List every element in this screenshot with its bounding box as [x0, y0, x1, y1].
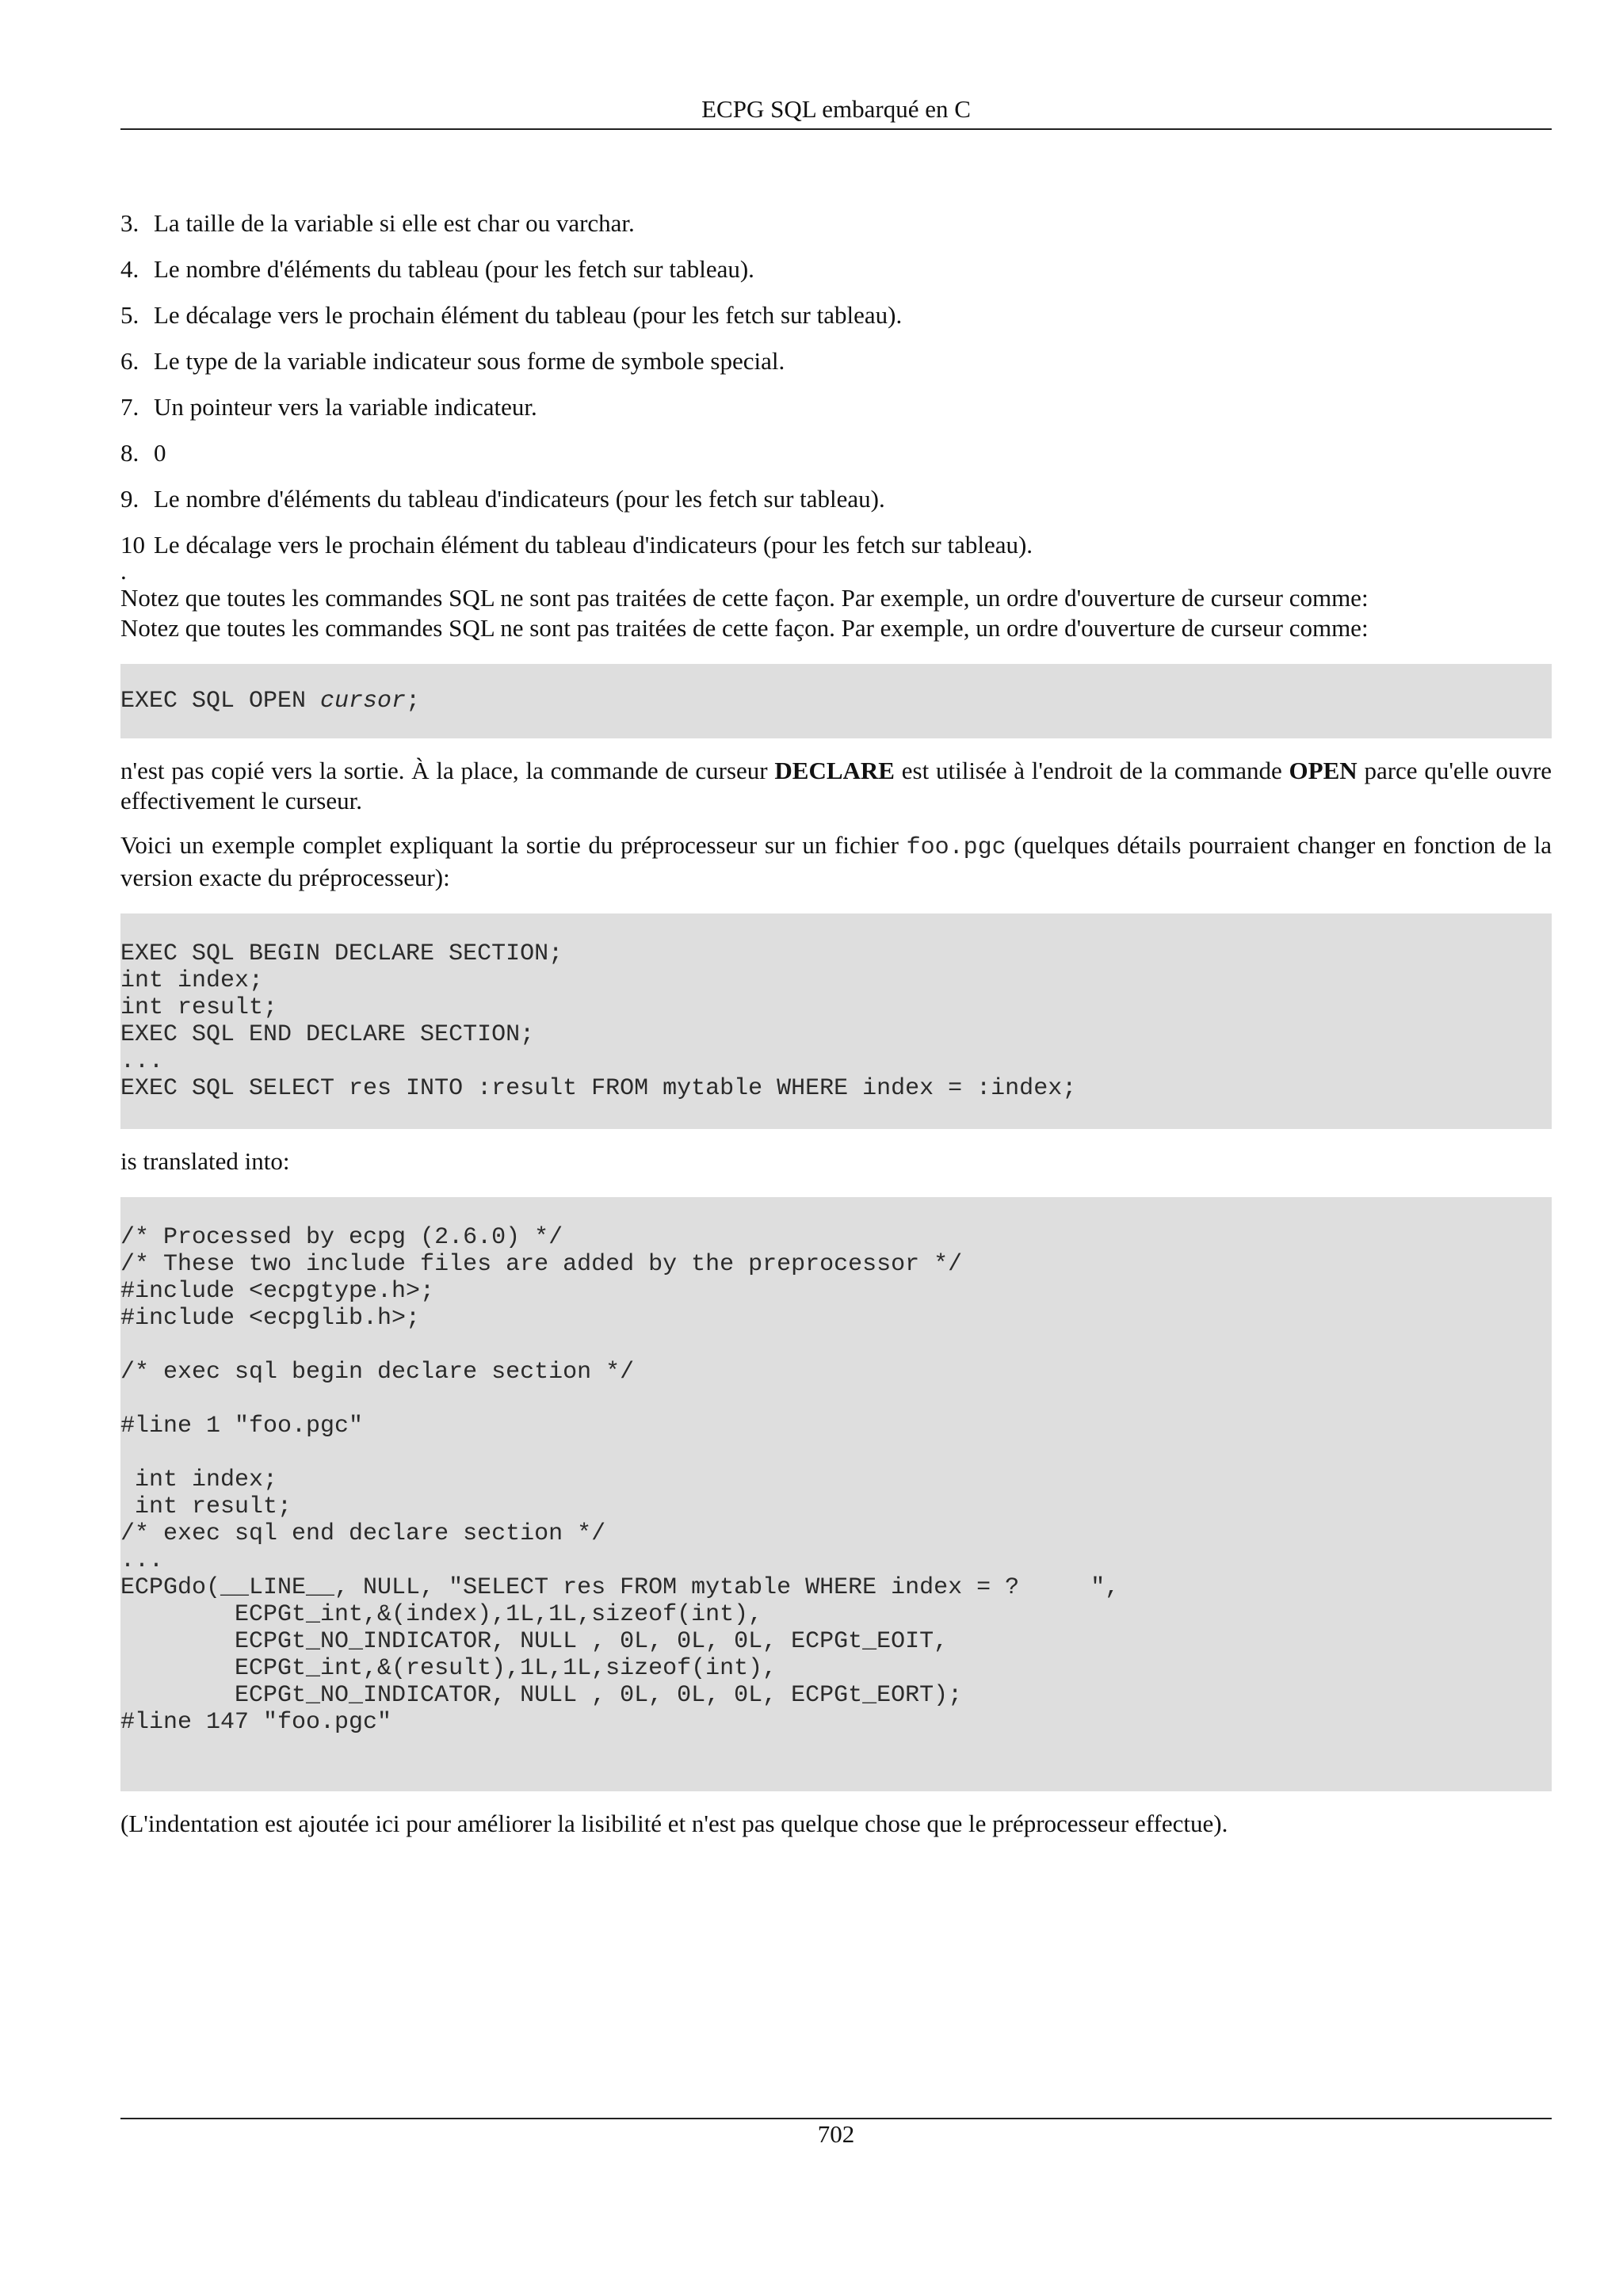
closing-note: (L'indentation est ajoutée ici pour améliorer la lisibilité et n'est pas quelque chose que le préprocesseur effectue).: [120, 1810, 1228, 1837]
code-line: /* Processed by ecpg (2.6.0) */: [120, 1224, 563, 1251]
list-item-number: 6.: [120, 347, 139, 375]
list-item-text: Le nombre d'éléments du tableau d'indicateurs (pour les fetch sur tableau).: [154, 485, 885, 513]
header-rule: [120, 128, 1552, 130]
code-line: ECPGt_int,&(index),1L,1L,sizeof(int),: [120, 1601, 763, 1628]
code-line: #line 1 "foo.pgc": [120, 1413, 364, 1440]
document-page: [120, 0, 1552, 2296]
list-item: [120, 208, 1552, 239]
note-paragraph: Notez que toutes les commandes SQL ne sont pas traitées de cette façon. Par exemple, un ordre d'ouverture de curseur comme:: [120, 584, 1369, 612]
list-item-text: Le décalage vers le prochain élément du tableau (pour les fetch sur tableau).: [154, 301, 903, 329]
running-header: ECPG SQL embarqué en C: [701, 95, 971, 123]
code-line: EXEC SQL END DECLARE SECTION;: [120, 1021, 535, 1048]
code-line: int result;: [120, 1493, 292, 1520]
page-number: 702: [817, 2120, 855, 2148]
list-trailing-dot: .: [120, 557, 127, 585]
code-text: ;: [406, 688, 421, 715]
list-item-text: Le décalage vers le prochain élément du tableau d'indicateurs (pour les fetch sur tableau).: [154, 531, 1033, 559]
list-item-number: 4.: [120, 255, 139, 283]
code-line: ECPGt_NO_INDICATOR, NULL , 0L, 0L, 0L, ECPGt_EORT);: [120, 1682, 963, 1709]
code-line: ...: [120, 1048, 164, 1075]
list-item-text: 0: [154, 439, 166, 467]
filename-literal: foo.pgc: [906, 834, 1006, 861]
list-item: [120, 345, 1552, 377]
list-item: [120, 483, 1552, 515]
keyword-open: OPEN: [1289, 757, 1358, 784]
list-item: [120, 529, 1552, 561]
code-line: ECPGdo(__LINE__, NULL, "SELECT res FROM mytable WHERE index = ? ",: [120, 1574, 1120, 1601]
list-item-number: 7.: [120, 393, 139, 421]
note-paragraph-repeat: Notez que toutes les commandes SQL ne sont pas traitées de cette façon. Par exemple, un ordre d'ouverture de curseur comme:: [120, 614, 1369, 642]
code-line: #include <ecpgtype.h>;: [120, 1278, 435, 1305]
code-line: [120, 1332, 1552, 1359]
code-line: EXEC SQL SELECT res INTO :result FROM mytable WHERE index = :index;: [120, 1075, 1077, 1102]
code-line: /* exec sql begin declare section */: [120, 1359, 635, 1386]
page-content: [120, 208, 1552, 1853]
code-line: ...: [120, 1547, 164, 1574]
code-text: EXEC SQL OPEN: [120, 688, 321, 715]
code-line: ECPGt_int,&(result),1L,1L,sizeof(int),: [120, 1655, 777, 1682]
paragraph-text: n'est pas copié vers la sortie. À la place, la commande de curseur: [120, 757, 775, 784]
code-line: int result;: [120, 994, 278, 1021]
code-line: [120, 1440, 1552, 1466]
code-line: ECPGt_NO_INDICATOR, NULL , 0L, 0L, 0L, ECPGt_EOIT,: [120, 1628, 949, 1655]
list-item-text: Le nombre d'éléments du tableau (pour les fetch sur tableau).: [154, 255, 754, 283]
code-block-input: [120, 913, 1552, 1129]
list-item-number: 9.: [120, 485, 139, 513]
code-line: [120, 1386, 1552, 1413]
list-item-text: Le type de la variable indicateur sous forme de symbole special.: [154, 347, 785, 375]
list-item: [120, 254, 1552, 285]
list-item-text: La taille de la variable si elle est char ou varchar.: [154, 209, 635, 237]
paragraph-text: (quelques détails pourraient changer en fonction de la version exacte du préprocesseur):: [120, 831, 1552, 891]
list-item-text: Un pointeur vers la variable indicateur.: [154, 393, 537, 421]
list-item-number: 8.: [120, 439, 139, 467]
code-line: #include <ecpglib.h>;: [120, 1305, 421, 1332]
example-paragraph: [120, 830, 1552, 893]
code-line: EXEC SQL BEGIN DECLARE SECTION;: [120, 940, 563, 967]
code-line: int index;: [120, 1466, 278, 1493]
declare-paragraph: [120, 756, 1552, 816]
code-placeholder: cursor: [320, 688, 407, 715]
list-item-number: 3.: [120, 209, 139, 237]
code-line: #line 147 "foo.pgc": [120, 1709, 392, 1736]
list-item: [120, 437, 1552, 469]
list-item: [120, 391, 1552, 423]
keyword-declare: DECLARE: [774, 757, 895, 784]
paragraph-text: est utilisée à l'endroit de la commande: [895, 757, 1289, 784]
code-block-open-cursor: [120, 664, 1552, 738]
list-item-number: 10: [120, 531, 145, 559]
code-line: /* These two include files are added by the preprocessor */: [120, 1251, 963, 1278]
list-item: [120, 299, 1552, 331]
paragraph-text: Voici un exemple complet expliquant la sortie du préprocesseur sur un fichier: [120, 831, 907, 859]
numbered-list: [120, 208, 1552, 561]
code-line: /* exec sql end declare section */: [120, 1520, 606, 1547]
paragraph-text: parce qu'elle ouvre effectivement le curseur.: [120, 757, 1552, 814]
code-line: [120, 688, 1552, 715]
translated-label: is translated into:: [120, 1147, 290, 1175]
code-block-output: [120, 1197, 1552, 1791]
list-item-number: 5.: [120, 301, 139, 329]
code-line: int index;: [120, 967, 264, 994]
